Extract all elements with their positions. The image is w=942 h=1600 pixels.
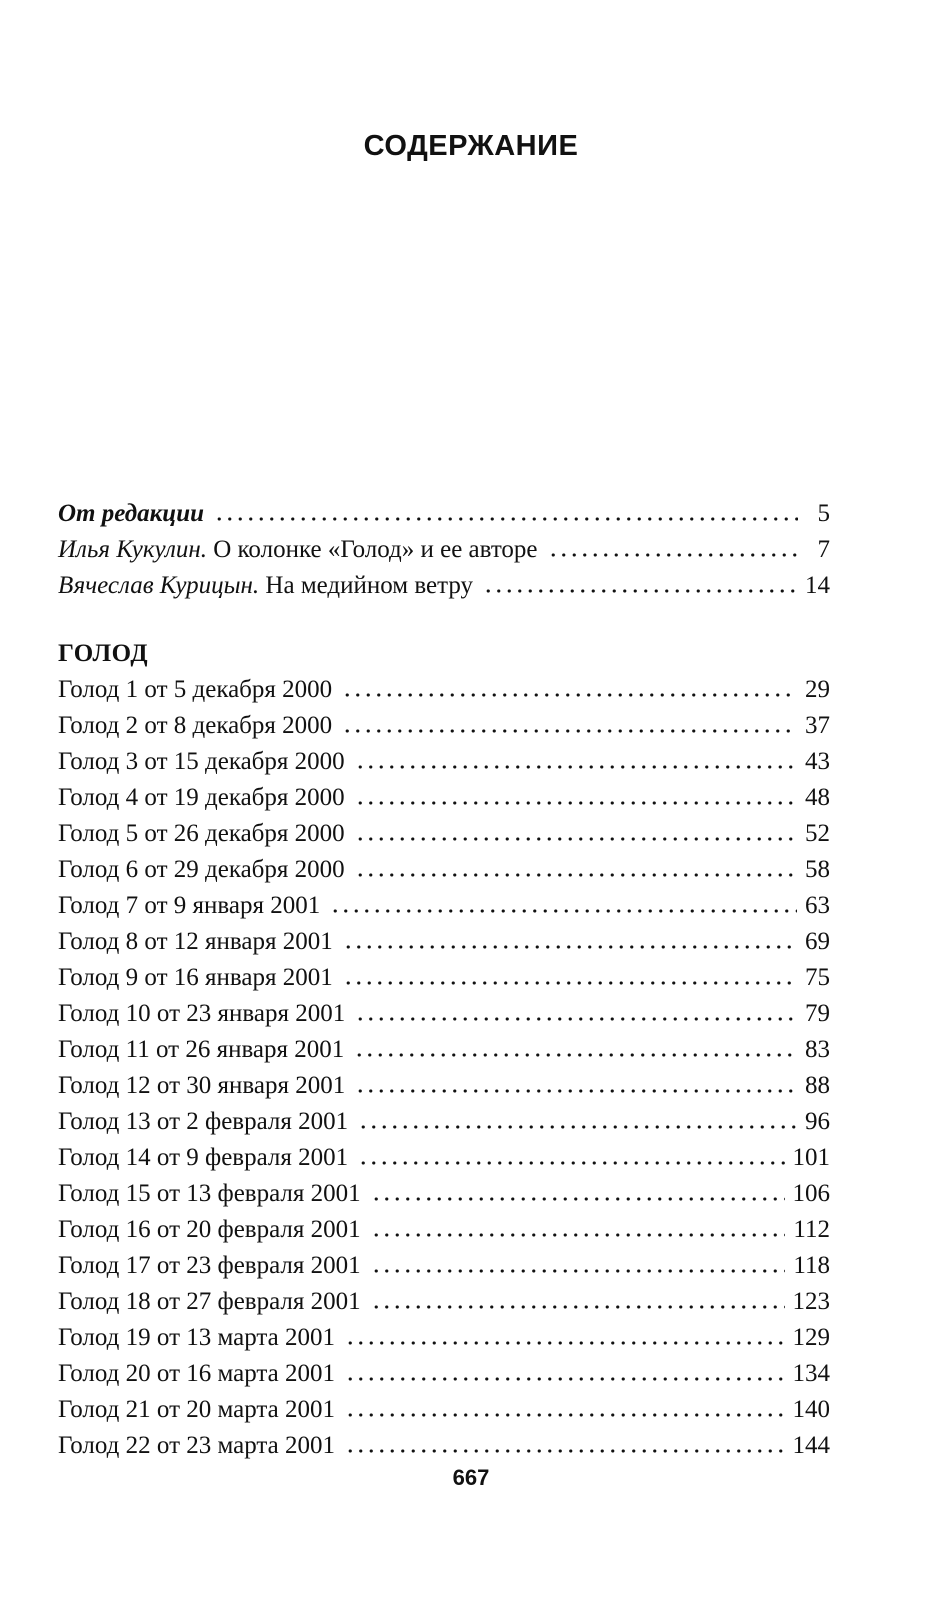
dot-leader	[214, 509, 798, 529]
toc-entry-title: Голод 18 от 27 февраля 2001	[58, 1288, 361, 1315]
toc-entry	[58, 1320, 830, 1356]
toc-entry-page: 88	[805, 1072, 830, 1099]
toc-entry-title: Голод 14 от 9 февраля 2001	[58, 1144, 349, 1171]
toc-entry-page: 75	[805, 964, 830, 991]
toc-entry-page: 37	[805, 712, 830, 739]
section-entries	[58, 672, 830, 1464]
toc-entry-title: Голод 3 от 15 декабря 2000	[58, 748, 345, 775]
toc-entry-page: 43	[805, 748, 830, 775]
section-title: ГОЛОД	[58, 640, 149, 667]
toc-entry	[58, 1248, 830, 1284]
toc-entry-kuritsyn	[58, 568, 830, 604]
toc-heading: СОДЕРЖАНИЕ	[363, 130, 579, 162]
toc-entry-page: 112	[793, 1216, 830, 1243]
toc-entry-title	[58, 568, 483, 604]
dot-leader	[345, 1441, 785, 1461]
toc-entry	[58, 1284, 830, 1320]
toc-entry-page: 29	[805, 676, 830, 703]
section-list	[58, 636, 830, 1464]
toc-entry-title: Голод 4 от 19 декабря 2000	[58, 784, 345, 811]
toc-entry-page: 129	[792, 1324, 830, 1351]
dot-leader	[483, 581, 797, 601]
toc-entry	[58, 816, 830, 852]
toc-entry	[58, 744, 830, 780]
toc-entry-page: 48	[805, 784, 830, 811]
toc-entry-author: От редакции	[58, 500, 205, 527]
toc-entry	[58, 1032, 830, 1068]
toc-entry	[58, 1212, 830, 1248]
toc-entry-page: 101	[792, 1144, 830, 1171]
toc-entry	[58, 1068, 830, 1104]
toc-entry	[58, 708, 830, 744]
toc-entry-title: Голод 16 от 20 февраля 2001	[58, 1216, 361, 1243]
toc-entry-title	[58, 532, 548, 568]
toc-entry-page: 144	[792, 1432, 830, 1459]
toc-entry	[58, 888, 830, 924]
toc-entry-page: 5	[817, 500, 830, 527]
toc-entry	[58, 1176, 830, 1212]
dot-leader	[342, 685, 797, 705]
dot-leader	[345, 1405, 785, 1425]
toc-entry	[58, 852, 830, 888]
dot-leader	[343, 973, 797, 993]
toc-entry	[58, 960, 830, 996]
toc-entry-text: На медийном ветру	[259, 572, 474, 599]
toc-entry-page: 14	[805, 572, 830, 599]
toc-entry	[58, 1140, 830, 1176]
toc-entry-title	[58, 496, 214, 532]
toc-entry-title: Голод 17 от 23 февраля 2001	[58, 1252, 361, 1279]
toc-entry-title: Голод 6 от 29 декабря 2000	[58, 856, 345, 883]
dot-leader	[355, 1081, 797, 1101]
dot-leader	[371, 1189, 785, 1209]
page-number: 667	[452, 1465, 490, 1490]
toc-entry-editorial	[58, 496, 830, 532]
toc-entry	[58, 1104, 830, 1140]
dot-leader	[355, 829, 797, 849]
front-matter-list	[58, 496, 830, 604]
dot-leader	[371, 1225, 786, 1245]
toc-entry-title: Голод 13 от 2 февраля 2001	[58, 1108, 349, 1135]
toc-entry	[58, 996, 830, 1032]
toc-entry-page: 7	[817, 536, 830, 563]
toc-entry-title: Голод 20 от 16 марта 2001	[58, 1360, 335, 1387]
toc-entry-title: Голод 19 от 13 марта 2001	[58, 1324, 335, 1351]
toc-entry-page: 96	[805, 1108, 830, 1135]
toc-entry	[58, 924, 830, 960]
dot-leader	[358, 1153, 784, 1173]
dot-leader	[343, 937, 797, 957]
toc-entry-page: 52	[805, 820, 830, 847]
dot-leader	[358, 1117, 797, 1137]
toc-entry-page: 118	[793, 1252, 830, 1279]
toc-entry-title: Голод 11 от 26 января 2001	[58, 1036, 345, 1063]
toc-entry-page: 83	[805, 1036, 830, 1063]
toc-entry-page: 123	[792, 1288, 830, 1315]
toc-entry-title: Голод 9 от 16 января 2001	[58, 964, 333, 991]
toc-entry-title: Голод 8 от 12 января 2001	[58, 928, 333, 955]
toc-entry-title: Голод 10 от 23 января 2001	[58, 1000, 346, 1027]
toc-entry-author: Вячеслав Курицын.	[58, 572, 260, 599]
toc-entry-page: 58	[805, 856, 830, 883]
dot-leader	[355, 865, 797, 885]
toc-entry	[58, 1392, 830, 1428]
toc-entry-author: Илья Кукулин.	[58, 536, 207, 563]
dot-leader	[342, 721, 797, 741]
toc-entry-title: Голод 22 от 23 марта 2001	[58, 1432, 335, 1459]
dot-leader	[371, 1297, 785, 1317]
dot-leader	[371, 1261, 786, 1281]
toc-entry-title: Голод 21 от 20 марта 2001	[58, 1396, 335, 1423]
toc-entry	[58, 1356, 830, 1392]
toc-entry-title: Голод 7 от 9 января 2001	[58, 892, 321, 919]
toc-entry-page: 79	[805, 1000, 830, 1027]
dot-leader	[345, 1333, 785, 1353]
toc-entry-page: 134	[792, 1360, 830, 1387]
toc-entry-page: 63	[805, 892, 830, 919]
toc-entry	[58, 780, 830, 816]
toc-entry-text: О колонке «Голод» и ее авторе	[207, 536, 538, 563]
toc-entry-title: Голод 2 от 8 декабря 2000	[58, 712, 333, 739]
dot-leader	[548, 545, 798, 565]
dot-leader	[354, 1045, 797, 1065]
toc-entry-title: Голод 5 от 26 декабря 2000	[58, 820, 345, 847]
toc-entry-page: 69	[805, 928, 830, 955]
toc-entry	[58, 672, 830, 708]
toc-entry-page: 140	[792, 1396, 830, 1423]
dot-leader	[330, 901, 797, 921]
dot-leader	[355, 793, 797, 813]
toc-entry-page: 106	[792, 1180, 830, 1207]
toc-entry-kukulin	[58, 532, 830, 568]
dot-leader	[345, 1369, 785, 1389]
toc-entry-title: Голод 1 от 5 декабря 2000	[58, 676, 333, 703]
toc-entry	[58, 1428, 830, 1464]
toc-entry-title: Голод 12 от 30 января 2001	[58, 1072, 346, 1099]
dot-leader	[355, 1009, 797, 1029]
dot-leader	[355, 757, 797, 777]
toc-entry-title: Голод 15 от 13 февраля 2001	[58, 1180, 361, 1207]
